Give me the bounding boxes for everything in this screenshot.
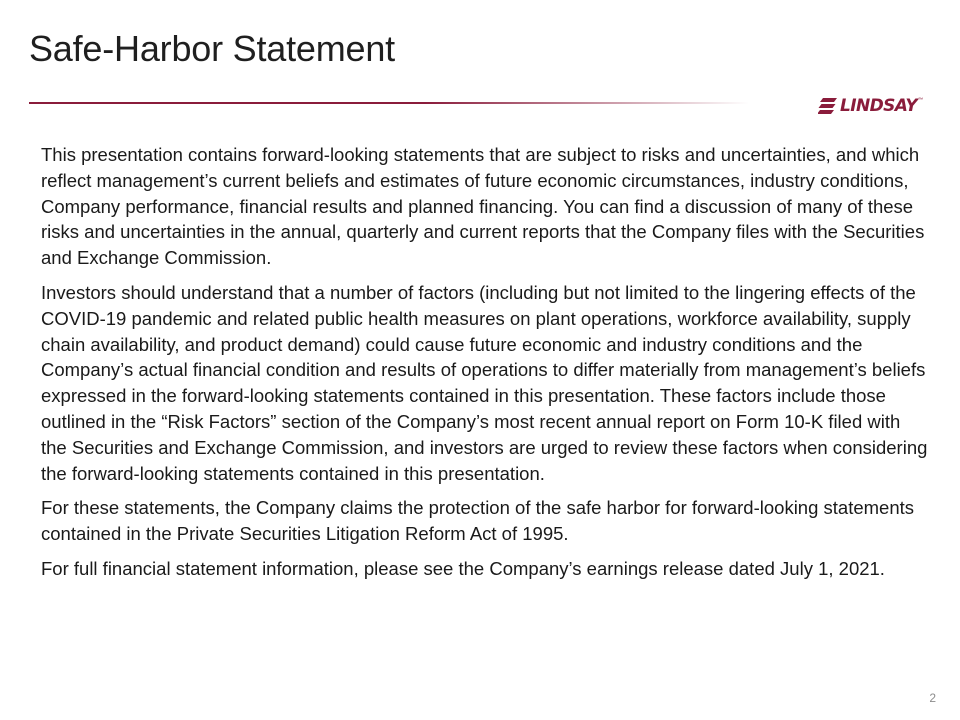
title-divider — [29, 102, 749, 104]
paragraph-forward-looking: This presentation contains forward-looking statements that are subject to risks and uncertainties, and which reflect management’s current beliefs and estimates of future economic circumstances, industry conditions, Company performance, financial results and planned financing. You can find a discussion of many of these risks and uncertainties in the annual, quarterly and current reports that the Company files with the Securities and Exchange Commission. — [41, 144, 925, 269]
paragraph-earnings-release: For full financial statement information, please see the Company’s earnings release dated July 1, 2021. — [41, 557, 885, 579]
safe-harbor-body — [41, 142, 931, 591]
logo-wordmark: LINDSAY — [840, 95, 918, 116]
page-number: 2 — [929, 691, 936, 705]
lindsay-stripes-icon — [818, 97, 838, 115]
paragraph-safe-harbor: For these statements, the Company claims the protection of the safe harbor for forward-looking statements contained in the Private Securities Litigation Reform Act of 1995. — [41, 497, 915, 545]
paragraph-risk-factors: Investors should understand that a number of factors (including but not limited to the lingering effects of the COVID-19 pandemic and related public health measures on plant operations, workforce availability, supply chain availability, and product demand) could cause future economic and industry conditions and the Company’s actual financial condition and results of operations to differ materially from management’s beliefs expressed in the forward-looking statements contained in this presentation. These factors include those outlined in the “Risk Factors” section of the Company’s most recent annual report on Form 10-K filed with the Securities and Exchange Commission, and investors are urged to review these factors when considering the forward-looking statements contained in this presentation. — [41, 281, 928, 484]
slide-title: Safe-Harbor Statement — [29, 28, 395, 69]
lindsay-logo — [818, 95, 923, 117]
trademark-mark: ™ — [918, 97, 924, 103]
